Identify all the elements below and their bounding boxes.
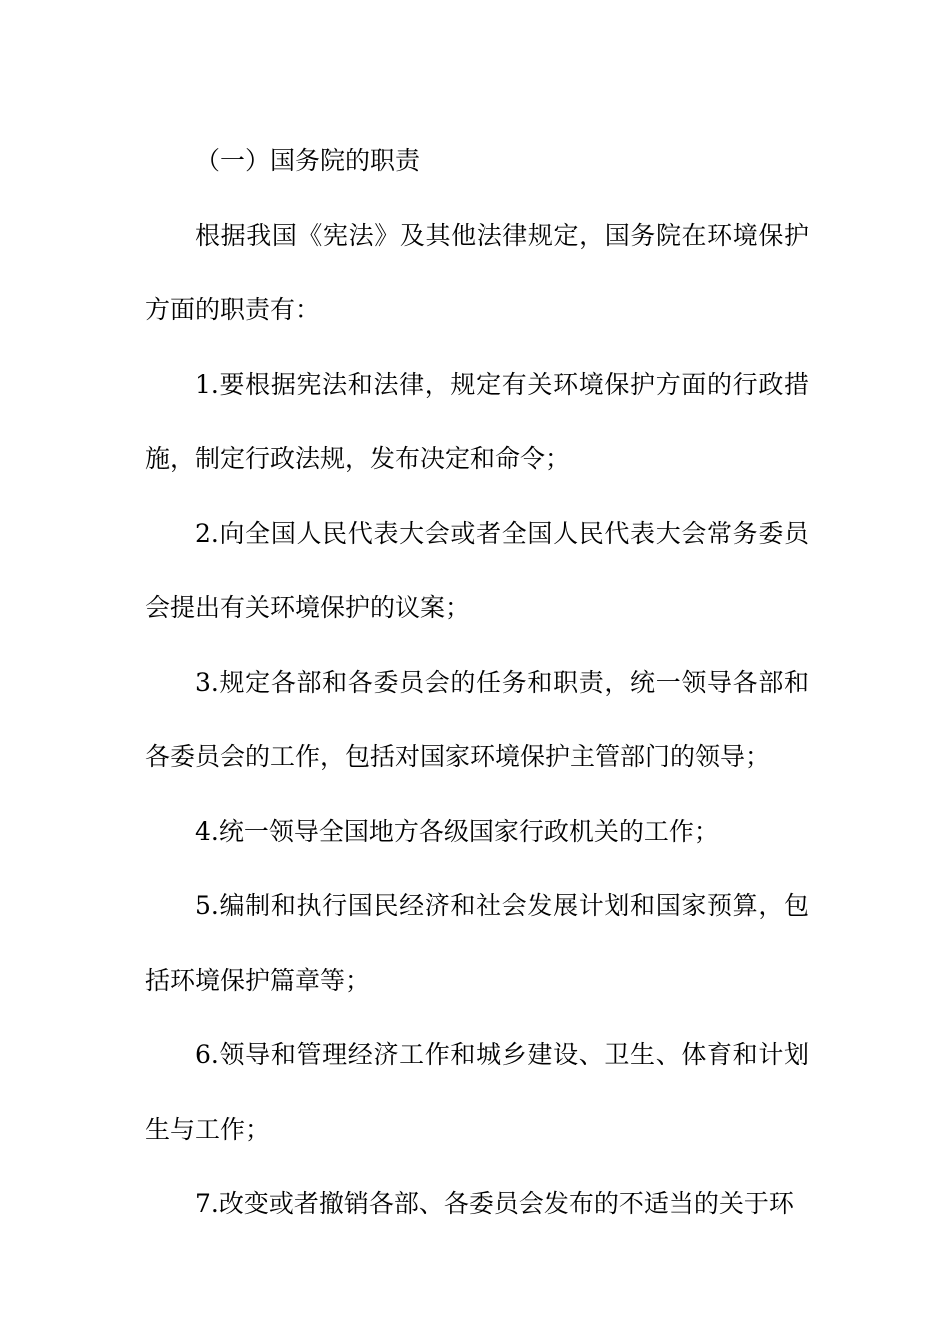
paragraph-item-1: 1.要根据宪法和法律，规定有关环境保护方面的行政措施，制定行政法规，发布决定和命令； [145, 369, 809, 473]
paragraph-item-6: 6.领导和管理经济工作和城乡建设、卫生、体育和计划生与工作； [145, 1040, 809, 1144]
paragraph-item-2: 2.向全国人民代表大会或者全国人民代表大会常务委员会提出有关环境保护的议案； [145, 518, 809, 622]
section-heading: （一）国务院的职责 [195, 146, 421, 175]
paragraph-item-3: 3.规定各部和各委员会的任务和职责，统一领导各部和各委员会的工作，包括对国家环境保护主管部门的领导； [145, 667, 809, 771]
document-body [145, 124, 809, 1242]
paragraph-intro: 根据我国《宪法》及其他法律规定，国务院在环境保护方面的职责有： [145, 220, 809, 324]
paragraph-item-5: 5.编制和执行国民经济和社会发展计划和国家预算，包括环境保护篇章等； [145, 891, 809, 995]
paragraph-item-7: 7.改变或者撤销各部、各委员会发布的不适当的关于环 [195, 1189, 794, 1218]
paragraph-item-4: 4.统一领导全国地方各级国家行政机关的工作； [195, 816, 719, 846]
